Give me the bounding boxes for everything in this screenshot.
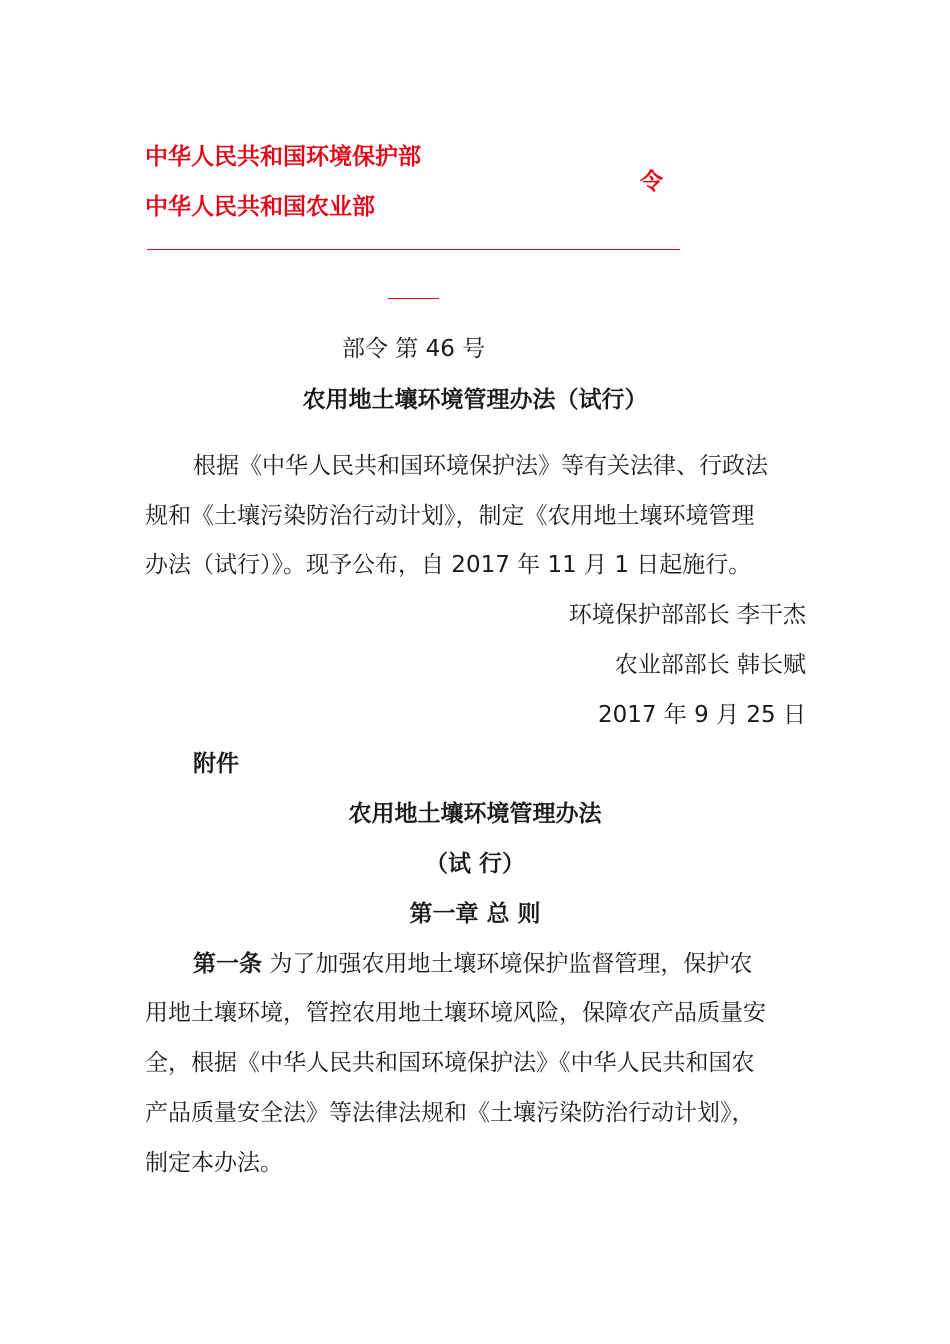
article-1-line-4: 产品质量安全法》等法律法规和《土壤污染防治行动计划》， bbox=[145, 1100, 755, 1126]
article-1-line-3: 全，根据《中华人民共和国环境保护法》《中华人民共和国农 bbox=[145, 1050, 755, 1076]
attachment-title: 农用地土壤环境管理办法 bbox=[348, 801, 602, 827]
signature-env-minister: 环境保护部部长 李干杰 bbox=[568, 602, 806, 628]
article-1-line-5: 制定本办法。 bbox=[145, 1150, 283, 1176]
intro-line-2: 规和《土壤污染防治行动计划》，制定《农用地土壤环境管理 bbox=[145, 503, 755, 529]
signature-agri-minister: 农业部部长 韩长赋 bbox=[614, 652, 806, 678]
chapter-heading: 第一章 总 则 bbox=[409, 901, 541, 927]
article-1-text-1: 为了加强农用地土壤环境保护监督管理，保护农 bbox=[269, 951, 753, 977]
order-number: 部令 第 46 号 bbox=[342, 336, 486, 362]
article-1-label: 第一条 bbox=[193, 951, 262, 977]
red-divider-short bbox=[388, 298, 439, 299]
document-title: 农用地土壤环境管理办法（试行） bbox=[302, 387, 648, 413]
article-1-line-2: 用地土壤环境，管控农用地土壤环境风险，保障农产品质量安 bbox=[145, 1000, 766, 1026]
attachment-label: 附件 bbox=[193, 751, 239, 777]
article-1-line-1 bbox=[193, 952, 752, 976]
ministry-name-env: 中华人民共和国环境保护部 bbox=[145, 144, 421, 170]
red-divider-long bbox=[147, 249, 680, 250]
signature-date: 2017 年 9 月 25 日 bbox=[598, 702, 806, 728]
intro-line-3: 办法（试行）》。现予公布，自 2017 年 11 月 1 日起施行。 bbox=[145, 552, 752, 578]
order-ling: 令 bbox=[640, 169, 663, 195]
intro-line-1: 根据《中华人民共和国环境保护法》等有关法律、行政法 bbox=[193, 453, 768, 479]
ministry-name-agri: 中华人民共和国农业部 bbox=[145, 194, 375, 220]
attachment-subtitle: （试 行） bbox=[424, 851, 525, 877]
